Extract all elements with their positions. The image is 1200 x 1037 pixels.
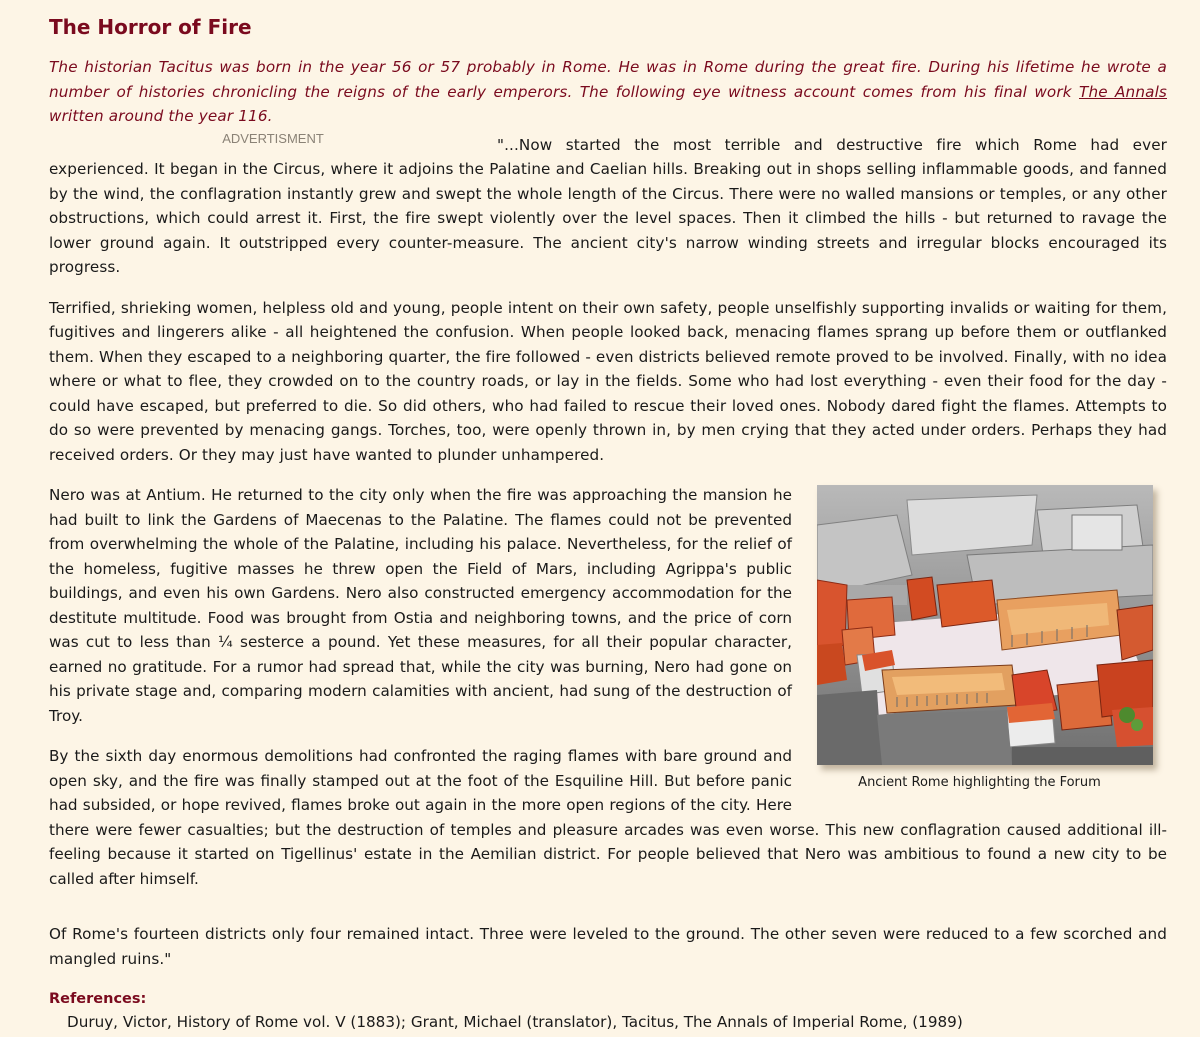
paragraph-5: Of Rome's fourteen districts only four remained intact. Three were leveled to the ground. The other seven were reduced to a few scorched and mangled ruins." [49,925,1167,968]
advertisement-label: ADVERTISMENT [222,130,324,146]
page-title: The Horror of Fire [49,15,252,39]
references-heading: References: [49,991,147,1008]
intro-text-before: The historian Tacitus was born in the year 56 or 57 probably in Rome. He was in Rome during the great fire. During his lifetime he wrote a number of histories chronicling the reigns of the early emperors. The following eye witness account comes from his final work [49,58,1167,101]
annals-link[interactable]: The Annals [1079,82,1167,101]
intro-text-after: written around the year 116. [49,107,273,125]
paragraph-1: "...Now started the most terrible and destructive fire which Rome had ever experienced. It began in the Circus, where it adjoins the Palatine and Caelian hills. Breaking out in shops selling inflammable goods, and fanned by the wind, the conflagration instantly grew and swept the whole length of the Circus. There were no walled mansions or temples, or any other obstructions, which could arrest it. First, the fire swept violently over the level spaces. Then it climbed the hills - but returned to ravage the lower ground again. It outstripped every counter-measure. The ancient city's narrow winding streets and irregular blocks encouraged its progress. [49,135,1167,276]
nero-section [49,483,1167,906]
ancient-rome-image [817,485,1153,765]
intro-paragraph [49,55,1167,129]
paragraph-1-block [49,130,1167,280]
figure-caption: Ancient Rome highlighting the Forum [858,775,1101,790]
rome-illustration [817,485,1153,765]
paragraph-3: Nero was at Antium. He returned to the city only when the fire was approaching the mansion he had built to link the Gardens of Maecenas to the Palatine. The flames could not be prevented from overwhelming the whole of the Palatine, including his palace. Nevertheless, for the relief of the homeless, fugitive masses he threw open the Field of Mars, including Agrippa's public buildings, and even his own Gardens. Nero also constructed emergency accommodation for the destitute multitude. Food was brought from Ostia and neighboring towns, and the price of corn was cut to less than ¼ sesterce a pound. Yet these measures, for all their popular character, earned no gratitude. For a rumor had spread that, while the city was burning, Nero had gone on his private stage and, comparing modern calamities with ancient, had sung of the destruction of Troy. [49,486,792,725]
references-text: Duruy, Victor, History of Rome vol. V (1883); Grant, Michael (translator), Tacitus, The Annals of Imperial Rome, (1989) [67,1013,963,1032]
paragraph-4: By the sixth day enormous demolitions had confronted the raging flames with bare ground and open sky, and the fire was finally stamped out at the foot of the Esquiline Hill. But before panic had subsided, or hope revived, flames broke out again in the more open regions of the city. Here there were fewer casualties; but the destruction of temples and pleasure arcades was even worse. This new conflagration caused additional ill-feeling because it started on Tigellinus' estate in the Aemilian district. For people believed that Nero was ambitious to found a new city to be called after himself. [49,747,1167,888]
paragraph-2: Terrified, shrieking women, helpless old and young, people intent on their own safety, people unselfishly supporting invalids or waiting for them, fugitives and lingerers alike - all heightened the confusion. When people looked back, menacing flames sprang up before them or outflanked them. When they escaped to a neighboring quarter, the fire followed - even districts believed remote proved to be involved. Finally, with no idea where or what to flee, they crowded on to the country roads, or lay in the fields. Some who had lost everything - even their food for the day - could have escaped, but preferred to die. So did others, who had failed to rescue their loved ones. Nobody dared fight the flames. Attempts to do so were prevented by menacing gangs. Torches, too, were openly thrown in, by men crying that they acted under orders. Perhaps they had received orders. Or they may just have wanted to plunder unhampered. [49,298,1167,464]
figure [812,485,1167,793]
